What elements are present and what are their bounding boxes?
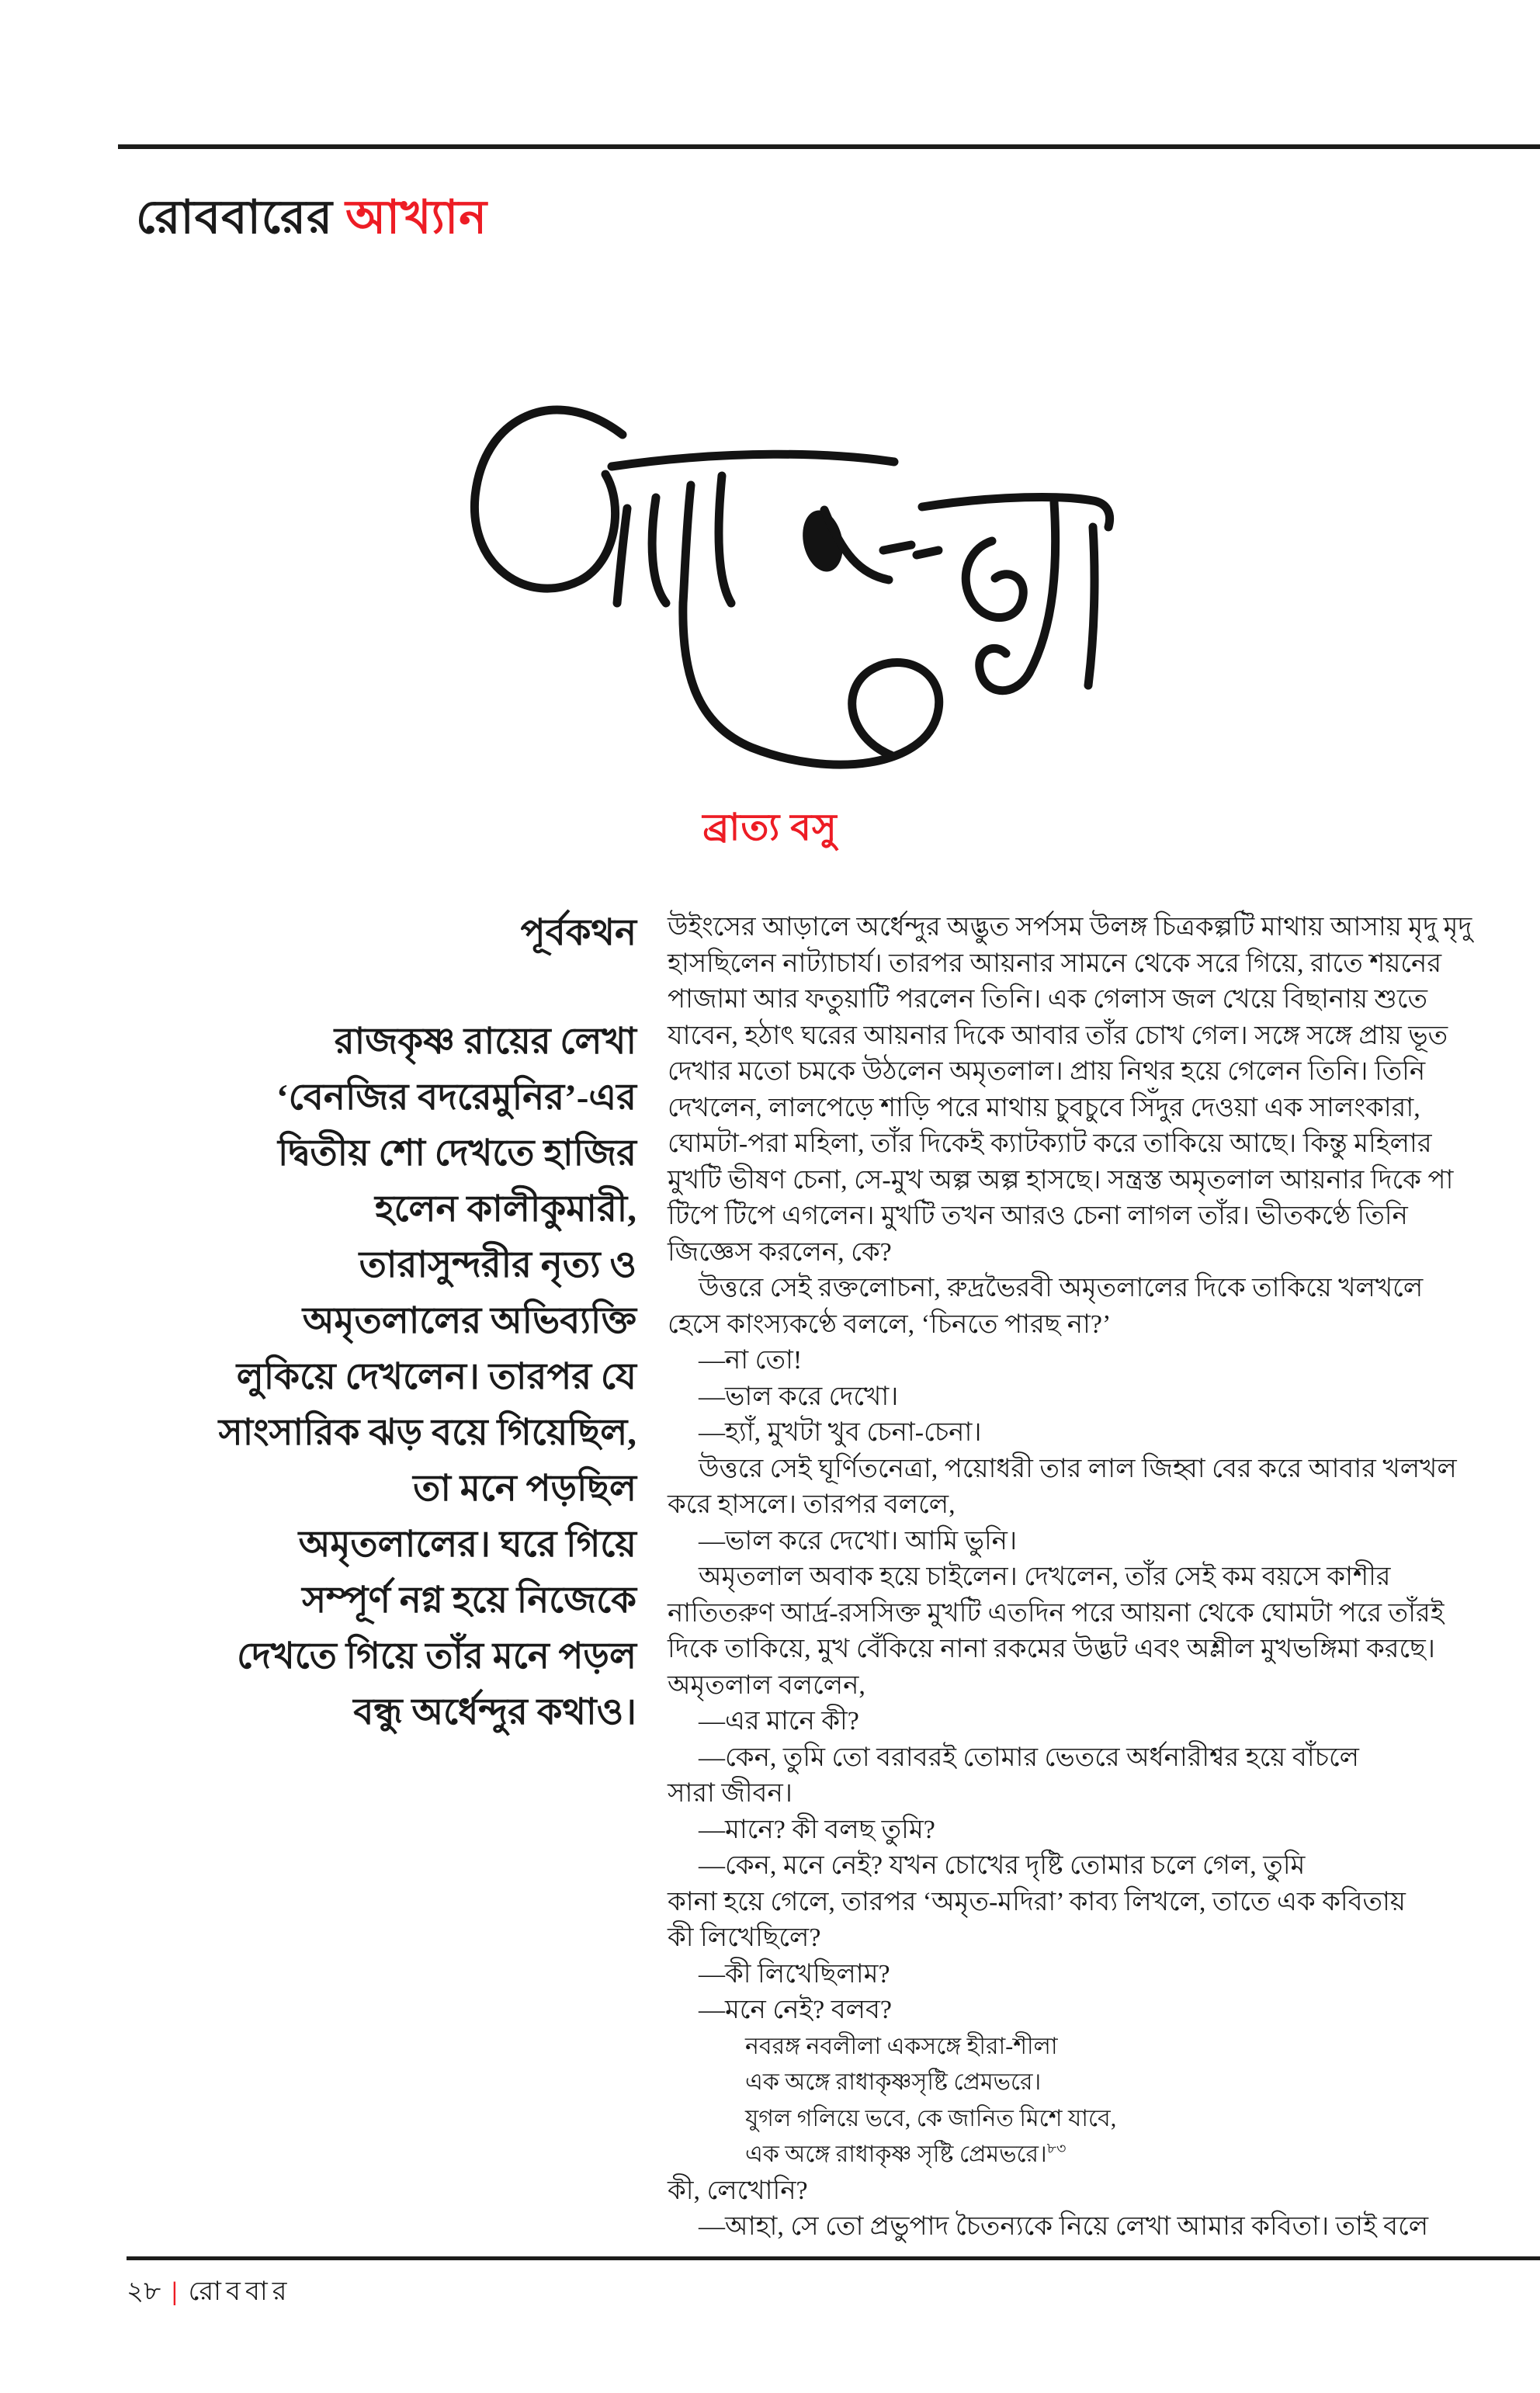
- story-line-text: —হ্যাঁ, মুখটা খুব চেনা-চেনা।: [699, 1418, 982, 1447]
- footer-separator: |: [172, 2277, 178, 2306]
- story-line: [668, 1920, 1483, 1957]
- story-line-text: করে হাসলে। তারপর বললে,: [668, 1490, 956, 1519]
- story-line: [668, 2173, 1483, 2210]
- footnote-marker: ৮৩: [1046, 2141, 1067, 2157]
- story-line: [668, 1632, 1483, 1668]
- story-line: [668, 910, 1483, 946]
- story-line: [668, 1487, 1483, 1524]
- story-line-text: সারা জীবন।: [668, 1779, 793, 1808]
- bottom-rule: [127, 2256, 1540, 2260]
- story-line: [668, 2137, 1483, 2173]
- story-line: [668, 1235, 1483, 1271]
- story-line-text: যুগল গলিয়ে ভবে, কে জানিত মিশে যাবে,: [745, 2105, 1117, 2131]
- sidebar-intro-line: ‘বেনজির বদরেমুনির’-এর: [276, 1077, 636, 1118]
- sidebar-intro-line: হলেন কালীকুমারী,: [374, 1189, 636, 1229]
- story-line-text: —ভাল করে দেখো।: [699, 1382, 899, 1411]
- sidebar-intro-line: সম্পূর্ণ নগ্ন হয়ে নিজেকে: [302, 1580, 636, 1621]
- story-line-text: দেখলেন, লালপেড়ে শাড়ি পরে মাথায় চুবচুবে সিঁদুর দেওয়া এক সালংকারা,: [668, 1093, 1420, 1122]
- sidebar-intro-line: দ্বিতীয় শো দেখতে হাজির: [278, 1133, 636, 1174]
- story-line: [668, 1415, 1483, 1451]
- sidebar-intro-line: অমৃতলালের। ঘরে গিয়ে: [298, 1524, 636, 1565]
- story-line: [668, 1812, 1483, 1849]
- story-line-text: —মনে নেই? বলব?: [699, 1996, 892, 2024]
- story-line: [668, 1451, 1483, 1488]
- story-line-text: পাজামা আর ফতুয়াটি পরলেন তিনি। এক গেলাস জল খেয়ে বিছানায় শুতে: [668, 985, 1427, 1014]
- story-line: [668, 946, 1483, 983]
- story-line-text: যাবেন, হঠাৎ ঘরের আয়নার দিকে আবার তাঁর চোখ গেল। সঙ্গে সঙ্গে প্রায় ভূত: [668, 1021, 1448, 1050]
- story-line-text: জিজ্ঞেস করলেন, কে?: [668, 1237, 892, 1267]
- story-line-text: হেসে কাংস্যকণ্ঠে বললে, ‘চিনতে পারছ না?’: [668, 1309, 1112, 1339]
- story-line: [668, 1992, 1483, 2029]
- story-line: [668, 1126, 1483, 1163]
- sidebar-intro-line: তারাসুন্দরীর নৃত্য ও: [359, 1245, 636, 1285]
- story-line-text: —কী লিখেছিলাম?: [699, 1959, 890, 1989]
- story-line: [668, 1776, 1483, 1812]
- story-body: [668, 910, 1483, 2246]
- story-line-text: —কেন, তুমি তো বরাবরই তোমার ভেতরে অর্ধনারীশ্বর হয়ে বাঁচলে: [699, 1743, 1359, 1772]
- sidebar-intro-line: তা মনে পড়ছিল: [413, 1469, 636, 1509]
- story-line-text: এক অঙ্গে রাধাকৃষ্ণসৃষ্টি প্রেমভরে।: [745, 2069, 1042, 2095]
- section-masthead: [136, 189, 487, 245]
- story-line: [668, 1848, 1483, 1885]
- story-line: [668, 2209, 1483, 2246]
- story-line: [668, 1704, 1483, 1740]
- calligraphic-title-artwork: [419, 345, 1133, 792]
- story-line: [668, 1740, 1483, 1777]
- story-line-text: কী, লেখোনি?: [668, 2176, 808, 2205]
- story-line: [668, 1885, 1483, 1921]
- story-line-text: দেখার মতো চমকে উঠলেন অমৃতলাল। প্রায় নিথর হয়ে গেলেন তিনি। তিনি: [668, 1057, 1426, 1086]
- story-line-text: —আহা, সে তো প্রভুপাদ চৈতন্যকে নিয়ে লেখা আমার কবিতা। তাই বলে: [699, 2212, 1429, 2241]
- story-line: [668, 1091, 1483, 1127]
- page-footer: [127, 2271, 291, 2315]
- sidebar-intro: [123, 1014, 636, 1740]
- story-line-text: কানা হয়ে গেলে, তারপর ‘অমৃত-মদিরা’ কাব্য লিখলে, তাতে এক কবিতায়: [668, 1887, 1406, 1916]
- sidebar-intro-line: লুকিয়ে দেখলেন। তারপর যে: [236, 1357, 636, 1397]
- masthead-red-text: আখ্যান: [333, 192, 488, 243]
- story-line: [668, 1018, 1483, 1055]
- story-line-text: অমৃতলাল অবাক হয়ে চাইলেন। দেখলেন, তাঁর সেই কম বয়সে কাশীর: [699, 1562, 1391, 1591]
- story-line-text: নাতিতরুণ আর্দ্র-রসসিক্ত মুখটি এতদিন পরে আয়না থেকে ঘোমটা পরে তাঁরই: [668, 1598, 1445, 1628]
- story-line-text: দিকে তাকিয়ে, মুখ বেঁকিয়ে নানা রকমের উদ্ভট এবং অশ্লীল মুখভঙ্গিমা করছে।: [668, 1635, 1435, 1663]
- story-line: [668, 1524, 1483, 1560]
- story-line: [668, 1957, 1483, 1993]
- story-line-text: —মানে? কী বলছ তুমি?: [699, 1815, 935, 1844]
- story-line: [668, 1343, 1483, 1379]
- story-line-text: ঘোমটা-পরা মহিলা, তাঁর দিকেই ক্যাটক্যাট করে তাকিয়ে আছে। কিন্তু মহিলার: [668, 1129, 1432, 1158]
- story-line-text: —কেন, মনে নেই? যখন চোখের দৃষ্টি তোমার চলে গেল, তুমি: [699, 1851, 1306, 1880]
- story-line: [668, 1307, 1483, 1344]
- story-line-text: টিপে টিপে এগলেন। মুখটি তখন আরও চেনা লাগল তাঁর। ভীতকণ্ঠে তিনি: [668, 1202, 1408, 1230]
- story-line-text: হাসছিলেন নাট্যাচার্য। তারপর আয়নার সামনে থেকে সরে গিয়ে, রাতে শয়নের: [668, 949, 1442, 978]
- story-line-text: —ভাল করে দেখো। আমি ভুনি।: [699, 1526, 1018, 1555]
- story-line: [668, 1596, 1483, 1632]
- story-line: [668, 2065, 1483, 2101]
- top-rule: [118, 144, 1540, 149]
- sidebar-heading: পূর্বকথন: [520, 913, 636, 953]
- author-name: ব্রাত্য বসু: [702, 807, 838, 848]
- masthead-black-text: রোববারের: [136, 192, 334, 243]
- sidebar-intro-line: বন্ধু অর্ধেন্দুর কথাও।: [353, 1692, 636, 1732]
- story-line-text: এক অঙ্গে রাধাকৃষ্ণ সৃষ্টি প্রেমভরে।: [745, 2142, 1047, 2167]
- story-line-text: মুখটি ভীষণ চেনা, সে-মুখ অল্প অল্প হাসছে। সন্ত্রস্ত অমৃতলাল আয়নার দিকে পা: [668, 1165, 1454, 1195]
- story-line-text: অমৃতলাল বললেন,: [668, 1670, 865, 1700]
- page-number: ২৮: [127, 2277, 161, 2306]
- story-line-text: উত্তরে সেই রক্তলোচনা, রুদ্রভৈরবী অমৃতলালের দিকে তাকিয়ে খলখলে: [699, 1274, 1424, 1302]
- story-line: [668, 2029, 1483, 2065]
- sidebar-intro-line: দেখতে গিয়ে তাঁর মনে পড়ল: [237, 1636, 636, 1677]
- story-line: [668, 1559, 1483, 1596]
- story-line: [668, 1198, 1483, 1235]
- story-line: [668, 1271, 1483, 1307]
- calligraphic-title: [419, 345, 1133, 792]
- story-line: [668, 1163, 1483, 1199]
- sidebar-intro-line: সাংসারিক ঝড় বয়ে গিয়েছিল,: [218, 1413, 636, 1453]
- story-line-text: কী লিখেছিলে?: [668, 1923, 821, 1952]
- story-line: [668, 1668, 1483, 1705]
- sidebar-intro-line: অমৃতলালের অভিব্যক্তি: [302, 1301, 636, 1341]
- magazine-name: রোববার: [188, 2277, 292, 2306]
- story-line-text: —এর মানে কী?: [699, 1707, 859, 1736]
- sidebar-intro-line: রাজকৃষ্ণ রায়ের লেখা: [334, 1021, 636, 1062]
- story-line: [668, 2101, 1483, 2138]
- story-line: [668, 1379, 1483, 1416]
- story-line-text: —না তো!: [699, 1346, 803, 1375]
- story-line-text: উত্তরে সেই ঘূর্ণিতনেত্রা, পয়োধরী তার লাল জিহ্বা বের করে আবার খলখল: [699, 1454, 1457, 1483]
- story-line-text: উইংসের আড়ালে অর্ধেন্দুর অদ্ভুত সর্পসম উলঙ্গ চিত্রকল্পটি মাথায় আসায় মৃদু মৃদু: [668, 913, 1472, 942]
- story-line: [668, 1054, 1483, 1091]
- story-line: [668, 982, 1483, 1018]
- story-line-text: নবরঙ্গ নবলীলা একসঙ্গে হীরা-শীলা: [745, 2033, 1058, 2059]
